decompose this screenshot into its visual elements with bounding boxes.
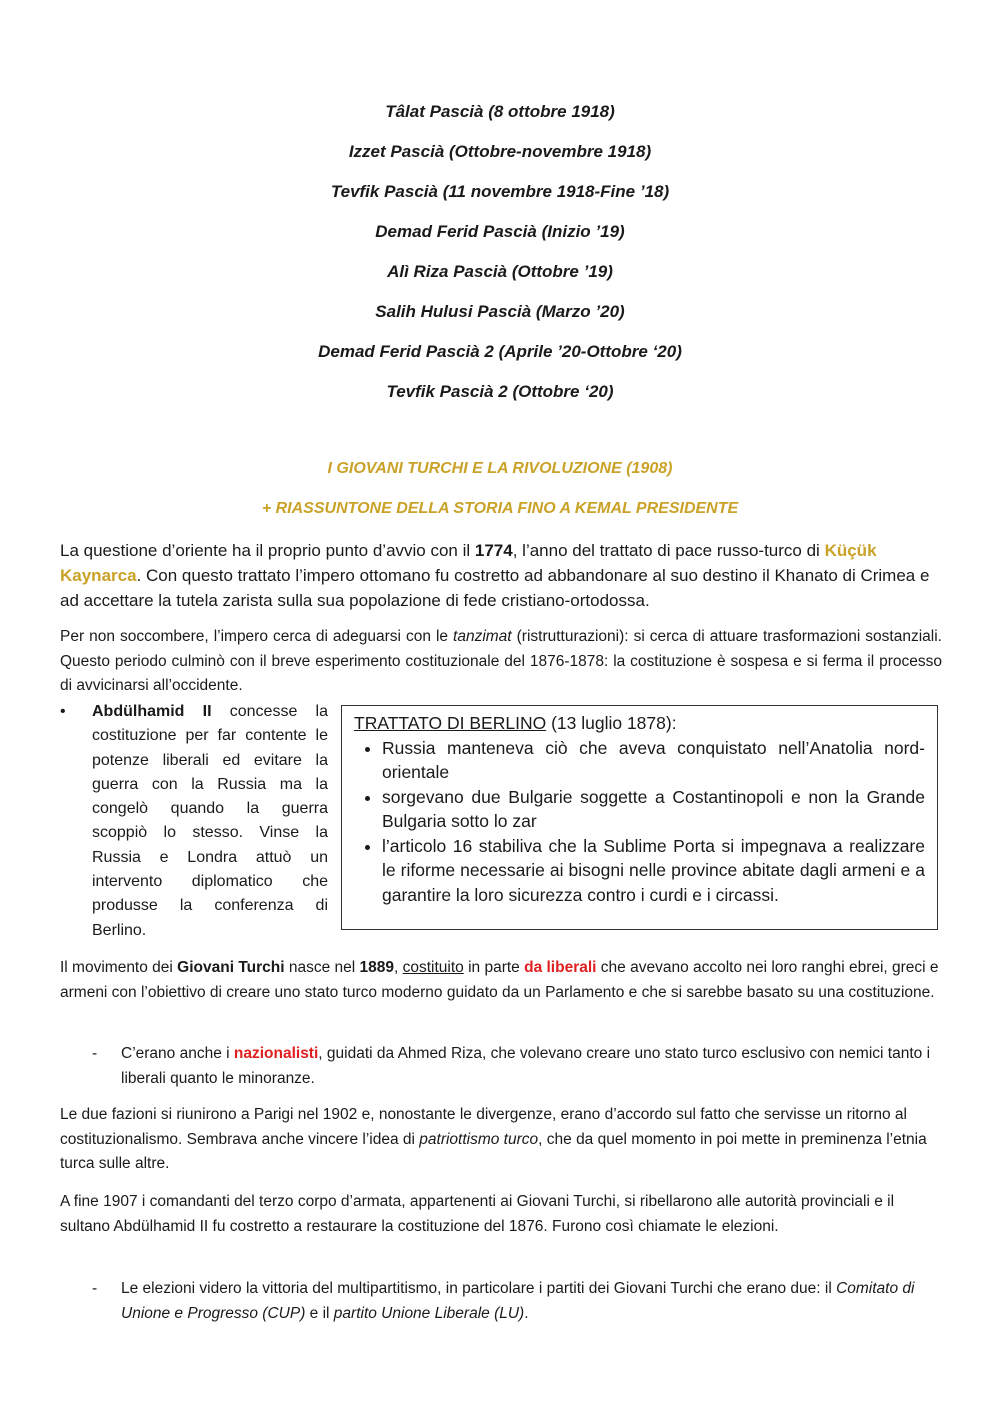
- costituito-word: costituito: [402, 959, 464, 976]
- nazionalisti-term: nazionalisti: [233, 1045, 319, 1062]
- pasha-list: [0, 98, 1000, 418]
- section-subheading: + RIASSUNTONE DELLA STORIA FINO A KEMAL PRESIDENTE: [261, 500, 739, 517]
- abdulhamid-desc: concesse la costituzione per far contente le potenze liberali ed evitare la guerra con la Russia ma la congelò quando la guerra scoppiò lo stesso. Vinse la Russia e Londra attuò un intervento diplomatico che produsse la conferenza di Berlino.: [92, 703, 329, 939]
- pasha-item: Demad Ferid Pascià (Inizio ’19): [375, 222, 625, 241]
- dash-marker: -: [92, 1280, 98, 1297]
- treaty-item: • Russia manteneva ciò che aveva conquistato nell’Anatolia nord-orientale: [382, 736, 925, 785]
- bullet-icon: •: [60, 703, 66, 720]
- treaty-title: TRATTATO DI BERLINO: [354, 713, 547, 733]
- nationalists-item: [92, 1042, 944, 1091]
- kucuk-kaynarca: Küçük Kaynarca: [60, 541, 877, 585]
- movement-text: che avevano accolto nei loro ranghi ebrei, greci e armeni con l’obiettivo di creare uno stato turco moderno guidato da un Parlamento e che si sarebbe basato su una costituzione.: [60, 959, 939, 1001]
- elections-item: [92, 1277, 944, 1326]
- patriottismo-term: patriottismo turco: [419, 1130, 539, 1148]
- treaty-date: (13 luglio 1878):: [546, 713, 677, 733]
- intro-text: . Con questo trattato l’impero ottomano fu costretto ad abbandonare al suo destino il Khanato di Crimea e ad accettare la tutela zarista sulla sua popolazione di fede cristiano-ortodossa.: [60, 566, 930, 610]
- movement-text: nasce nel: [284, 959, 360, 976]
- abdulhamid-name: Abdülhamid II: [92, 703, 212, 720]
- cup-party: Comitato di Unione e Progresso (CUP): [121, 1280, 915, 1322]
- paris-paragraph: [60, 1103, 942, 1177]
- elections-text-part: .: [524, 1304, 529, 1322]
- pasha-item: Salih Hulusi Pascià (Marzo ’20): [375, 302, 625, 321]
- abdulhamid-bullet: [60, 700, 328, 943]
- giovani-turchi: Giovani Turchi: [177, 959, 285, 976]
- movement-text: ,: [394, 959, 403, 976]
- revolt-paragraph: A fine 1907 i comandanti del terzo corpo d’armata, appartenenti ai Giovani Turchi, si ribellarono alle autorità provinciali e il sultano Abdülhamid II fu costretto a restaurare la costituzione del 1876. Furono così chiamate le elezioni.: [60, 1193, 895, 1235]
- pasha-item: Izzet Pascià (Ottobre-novembre 1918): [348, 142, 652, 161]
- pasha-item: Demad Ferid Pascià 2 (Aprile ’20-Ottobre ‘20): [318, 342, 682, 361]
- treaty-item: • l’articolo 16 stabiliva che la Sublime Porta si impegnava a realizzare le riforme necessarie ai bisogni nelle province abitate dagli armeni e a garantire la loro sicurezza contro i curdi e i circassi.: [382, 834, 925, 908]
- elections-text-part: Le elezioni videro la vittoria del multipartitismo, in particolare i partiti dei Giovani Turchi che erano due: il: [121, 1280, 837, 1297]
- movement-text: in parte: [463, 959, 525, 976]
- intro-text: , l’anno del trattato di pace russo-turco di: [512, 541, 825, 560]
- year-1774: 1774: [474, 541, 513, 560]
- nationalists-text-part: C’erano anche i: [121, 1045, 234, 1062]
- treaty-item: • sorgevano due Bulgarie soggette a Costantinopoli e non la Grande Bulgaria sotto lo zar: [382, 785, 925, 834]
- treaty-header: [354, 711, 925, 736]
- section-heading: I GIOVANI TURCHI E LA RIVOLUZIONE (1908): [327, 460, 673, 477]
- intro-paragraph: [60, 538, 942, 613]
- tanzimat-text: (ristrutturazioni): si cerca di attuare trasformazioni sostanziali. Questo periodo culminò con il breve esperimento costituzionale del 1876-1878: la costituzione è sospesa e si ferma il processo di avvicinarsi all’occidente.: [60, 628, 942, 694]
- elections-text-part: e il: [305, 1304, 334, 1322]
- paris-text: , che da quel momento in poi mette in preminenza l’etnia turca sulle altre.: [60, 1130, 927, 1172]
- paris-text: Le due fazioni si riunirono a Parigi nel 1902 e, nonostante le divergenze, erano d’accordo sul fatto che servisse un ritorno al costituzionalismo. Sembrava anche vincere l’idea di: [60, 1106, 907, 1148]
- year-1889: 1889: [359, 959, 394, 976]
- tanzimat-paragraph: [60, 625, 942, 699]
- movement-text: Il movimento dei: [60, 959, 178, 976]
- pasha-item: Alì Riza Pascià (Ottobre ’19): [387, 262, 613, 281]
- tanzimat-text: Per non soccombere, l’impero cerca di adeguarsi con le: [60, 628, 454, 645]
- pasha-item: Tâlat Pascià (8 ottobre 1918): [385, 102, 615, 121]
- abdulhamid-text: [92, 700, 328, 943]
- intro-text: La questione d’oriente ha il proprio punto d’avvio con il: [60, 541, 475, 560]
- pasha-item: Tevfik Pascià 2 (Ottobre ‘20): [386, 382, 614, 401]
- nationalists-text: [121, 1042, 944, 1091]
- dash-marker: -: [92, 1045, 98, 1062]
- treaty-list: [354, 736, 925, 908]
- treaty-box: [341, 705, 938, 930]
- liberali-term: da liberali: [524, 959, 597, 976]
- elections-text: [121, 1277, 944, 1326]
- pasha-item: Tevfik Pascià (11 novembre 1918-Fine ’18): [330, 182, 670, 201]
- movement-paragraph: [60, 956, 942, 1005]
- nationalists-text-part: , guidati da Ahmed Riza, che volevano creare uno stato turco esclusivo con nemici tanto i liberali quanto le minoranze.: [121, 1045, 931, 1087]
- tanzimat-term: tanzimat: [453, 628, 512, 645]
- lu-party: partito Unione Liberale (LU): [333, 1304, 525, 1322]
